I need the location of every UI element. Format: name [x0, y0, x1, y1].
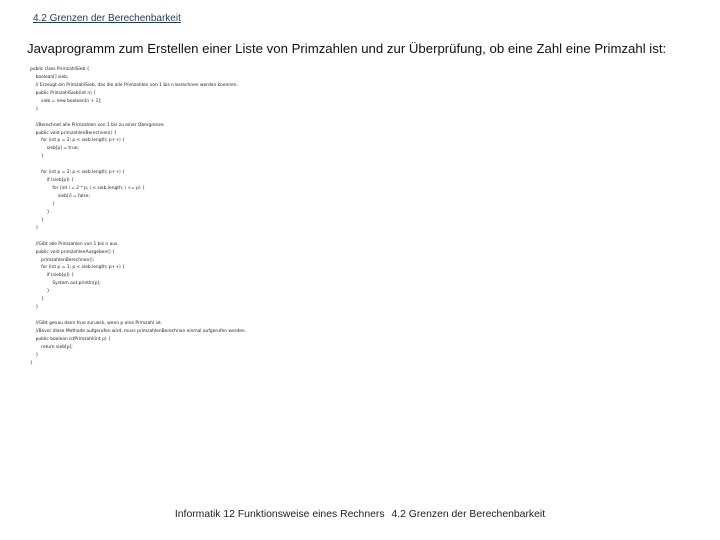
code-line — [30, 114, 690, 122]
code-line: for (int p = 2; p < sieb.length; p++) { — [30, 170, 125, 176]
code-line: //Gibt alle Primzahlen von 1 bis n aus. — [30, 241, 119, 247]
code-line: //Gibt genau dann true zurueck, wenn p eine Primzahl ist. — [30, 321, 163, 326]
code-line: boolean[] sieb; — [30, 74, 69, 80]
code-line: sieb[p] = true; — [30, 146, 79, 152]
slide-title: Javaprogramm zum Erstellen einer Liste von Primzahlen und zur Überprüfung, ob eine Zahl eine Primzahl ist: — [27, 41, 667, 56]
code-line: sieb = new boolean[n + 1]; — [30, 98, 102, 104]
code-line: } — [30, 305, 39, 311]
code-line: } — [30, 225, 39, 231]
code-line: System.out.println(p); — [30, 281, 101, 287]
footer-course-label: Informatik 12 Funktionsweise eines Rechners — [174, 509, 385, 520]
code-line: public class PrimzahlSieb { — [30, 67, 90, 72]
section-link[interactable]: 4.2 Grenzen der Berechenbarkeit — [33, 13, 181, 24]
code-line: public boolean istPrimzahl(int p) { — [30, 336, 111, 342]
code-line: // Erzeugt ein PrimzahlSieb, das die alle Primzahlen von 1 bis n berechnen werden koennen. — [30, 82, 238, 88]
code-line: } — [30, 352, 39, 358]
code-line: public PrimzahlSieb(int n) { — [30, 90, 97, 96]
code-line: for (int i = 2 * p; i < sieb.length; i += p) { — [30, 186, 145, 192]
code-line: } — [30, 289, 50, 295]
code-line: } — [30, 154, 44, 160]
code-line: return sieb[p]; — [30, 344, 73, 350]
code-line: public void primzahlenAusgeben() { — [30, 249, 115, 255]
code-listing — [30, 66, 690, 368]
code-line: public void primzahlenBerechnen() { — [30, 130, 117, 136]
code-line: } — [30, 201, 56, 207]
code-line: } — [30, 209, 50, 215]
code-line — [30, 312, 690, 320]
code-line: sieb[i] = false; — [30, 194, 90, 199]
footer-section-label: 4.2 Grenzen der Berechenbarkeit — [391, 509, 546, 520]
code-line: primzahlenBerechnen(); — [30, 257, 95, 263]
code-line: if (sieb[p]) { — [30, 178, 74, 184]
code-line: for (int p = 2; p < sieb.length; p++) { — [30, 138, 125, 144]
code-line: for (int p = 1; p < sieb.length; p++) { — [30, 265, 125, 271]
code-line: } — [30, 106, 39, 112]
code-line: if (sieb[p]) { — [30, 273, 74, 279]
code-line: } — [30, 297, 44, 303]
code-line: } — [30, 360, 33, 366]
code-line: //Berechnet alle Primzahlen von 1 bis zu einer Obergrenze. — [30, 122, 165, 128]
code-line: //Bevor diese Methode aufgerufen wird, muss primzahlenBerechnen einmal aufgerufen werden. — [30, 328, 247, 334]
code-line: } — [30, 217, 44, 223]
code-line — [30, 233, 690, 241]
slide-footer — [0, 509, 720, 520]
code-line — [30, 161, 690, 169]
